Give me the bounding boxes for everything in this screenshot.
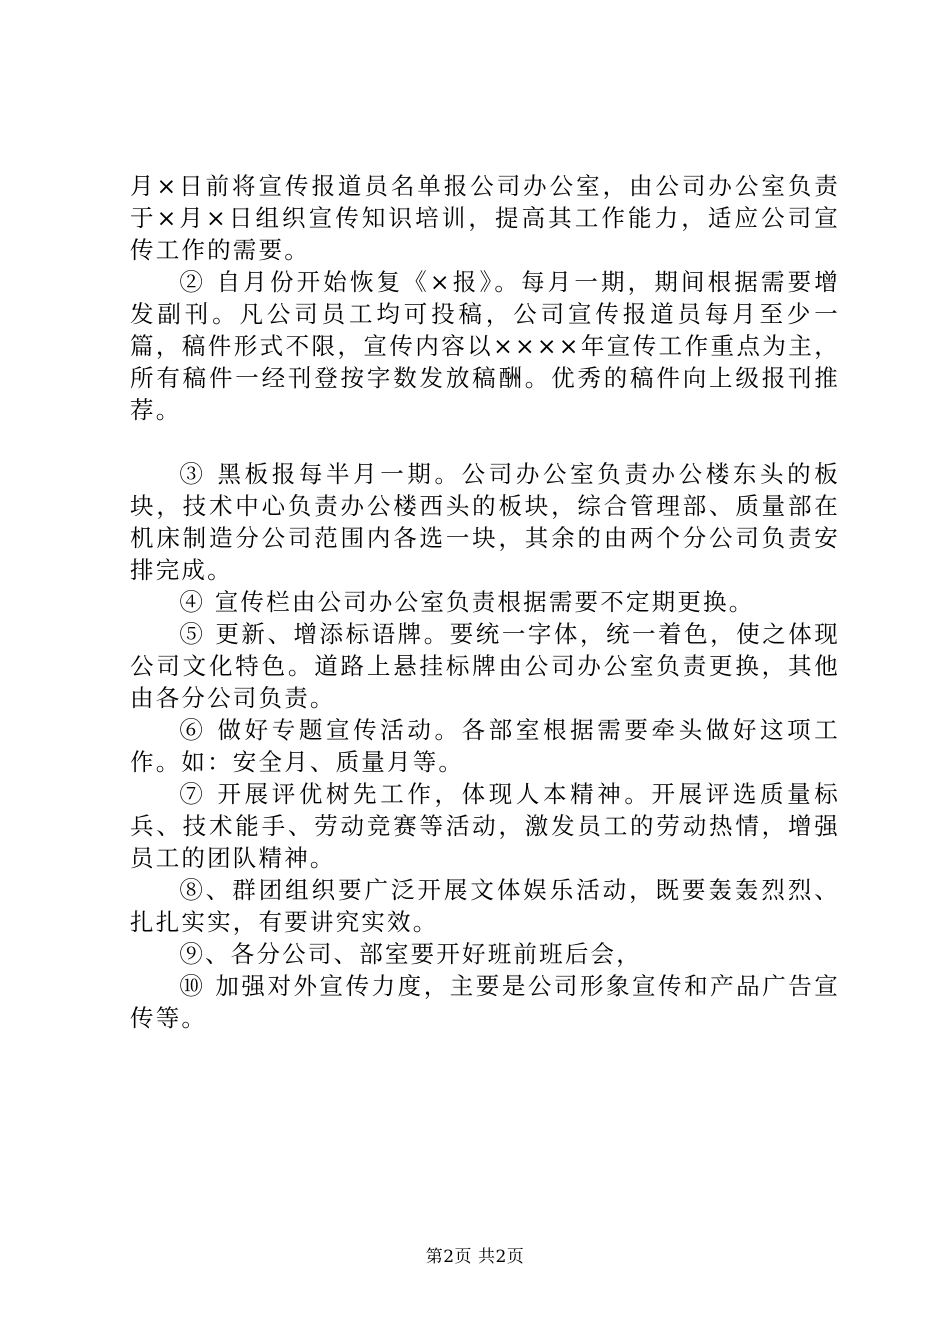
paragraph-item-8: ⑧、群团组织要广泛开展文体娱乐活动，既要轰轰烈烈、扎扎实实，有要讲究实效。: [130, 876, 840, 936]
paragraph-item-2: ② 自月份开始恢复《×报》。每月一期，期间根据需要增发副刊。凡公司员工均可投稿，公司宣传报道员每月至少一篇，稿件形式不限，宣传内容以××××年宣传工作重点为主，所有稿件一经刊登按字数发放稿酬。优秀的稿件向上级报刊推荐。: [130, 268, 840, 424]
paragraph-item-4: ④ 宣传栏由公司办公室负责根据需要不定期更换。: [179, 588, 755, 616]
paragraph-item-10: ⑩ 加强对外宣传力度，主要是公司形象宣传和产品广告宣传等。: [130, 972, 840, 1032]
paragraph-item-6: ⑥ 做好专题宣传活动。各部室根据需要牵头做好这项工作。如：安全月、质量月等。: [130, 716, 840, 776]
paragraph-item-5: ⑤ 更新、增添标语牌。要统一字体，统一着色，使之体现公司文化特色。道路上悬挂标牌由公司办公室负责更换，其他由各分公司负责。: [130, 620, 840, 712]
paragraph-item-3: ③ 黑板报每半月一期。公司办公室负责办公楼东头的板块，技术中心负责办公楼西头的板块，综合管理部、质量部在机床制造分公司范围内各选一块，其余的由两个分公司负责安排完成。: [130, 460, 840, 584]
paragraph-continuation: 月×日前将宣传报道员名单报公司办公室，由公司办公室负责于×月×日组织宣传知识培训，提高其工作能力，适应公司宣传工作的需要。: [130, 172, 840, 264]
paragraph-item-7: ⑦ 开展评优树先工作，体现人本精神。开展评选质量标兵、技术能手、劳动竞赛等活动，激发员工的劳动热情，增强员工的团队精神。: [130, 780, 840, 872]
paragraph-item-9: ⑨、各分公司、部室要开好班前班后会，: [179, 940, 642, 968]
page-number-footer: 第2页 共2页: [425, 1247, 525, 1267]
document-body: [130, 170, 840, 1034]
